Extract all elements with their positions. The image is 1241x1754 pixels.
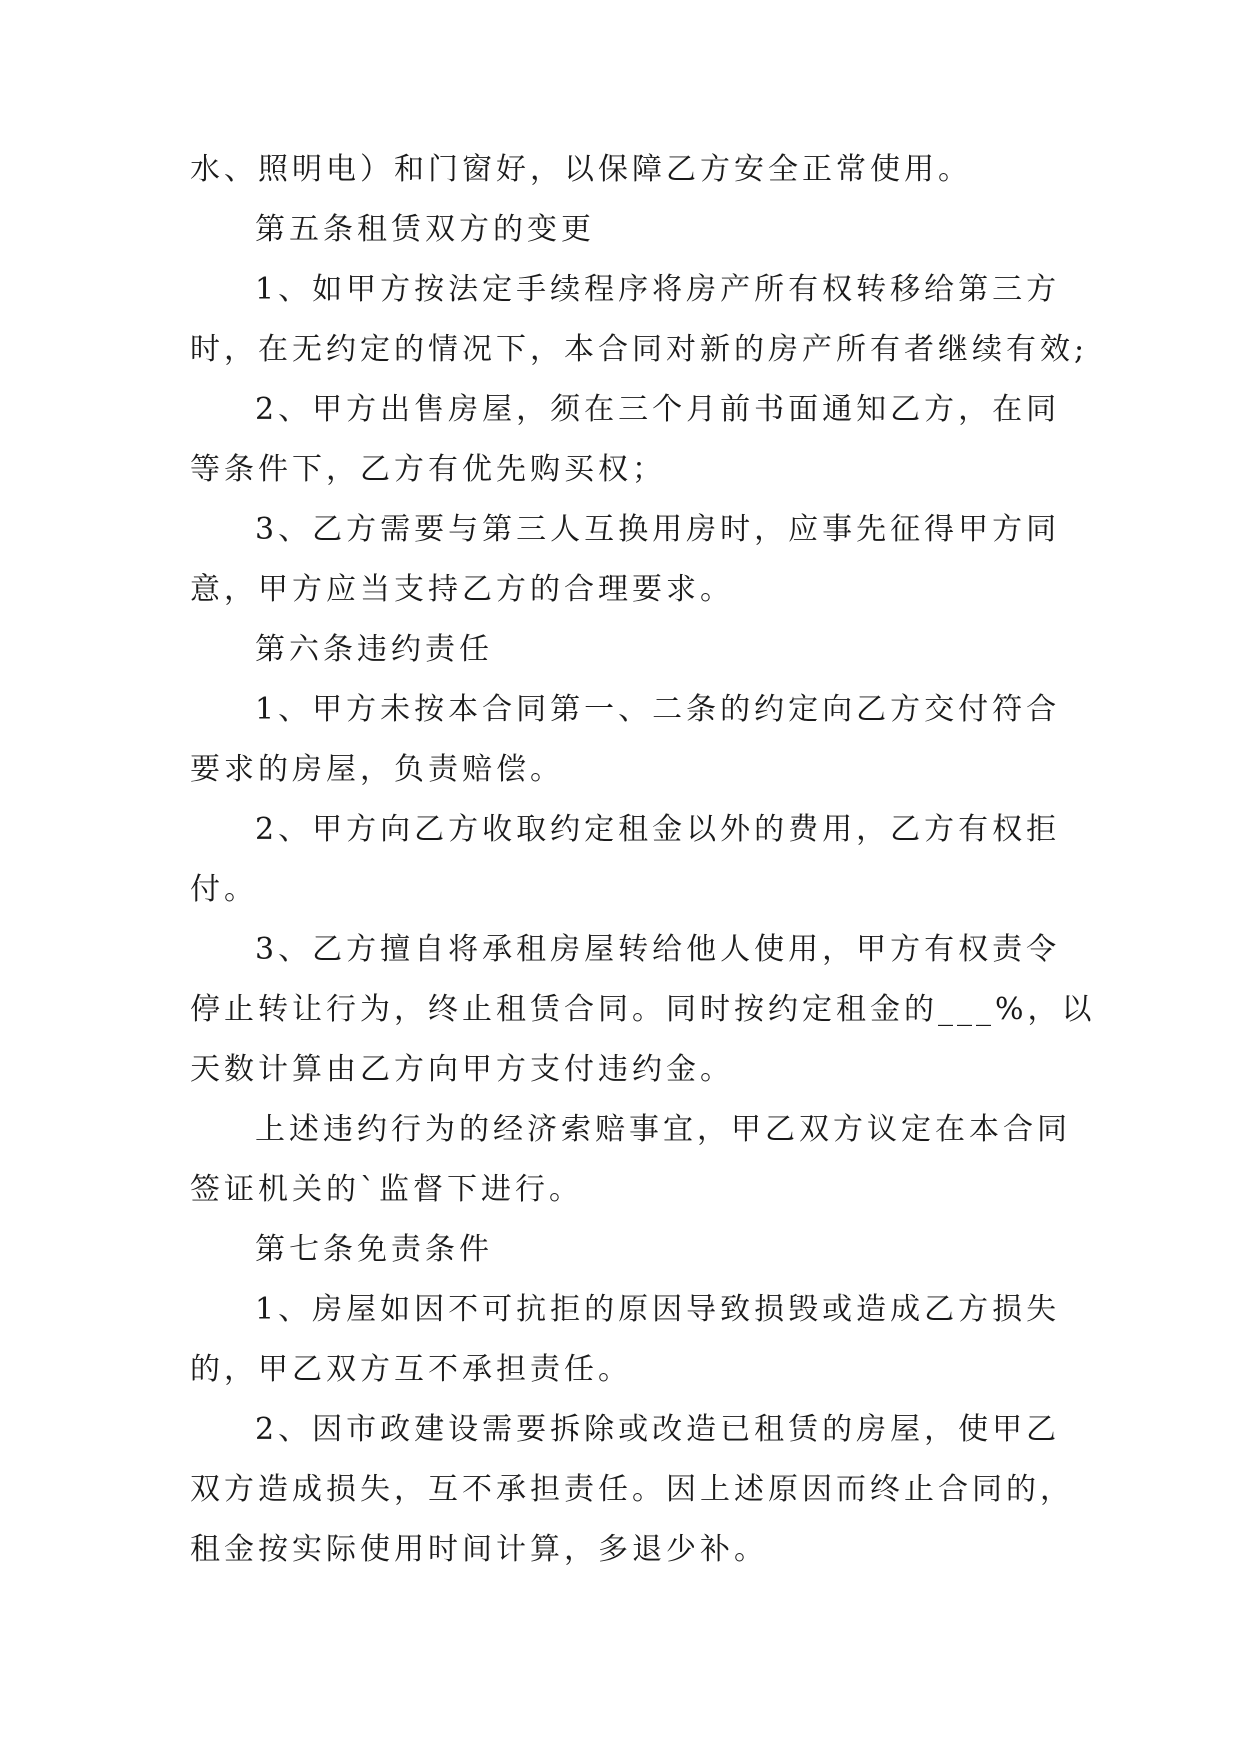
text-line: 的，甲乙双方互不承担责任。 (190, 1352, 632, 1387)
text-line: 意，甲方应当支持乙方的合理要求。 (190, 572, 734, 607)
text-line: 等条件下，乙方有优先购买权； (190, 452, 666, 487)
text-line: 1、如甲方按法定手续程序将房产所有权转移给第三方 (255, 272, 1061, 307)
text-line: 时，在无约定的情况下，本合同对新的房产所有者继续有效; (190, 332, 1089, 367)
text-line: 付。 (190, 872, 258, 907)
text-line: 停止转让行为，终止租赁合同。同时按约定租金的___%，以 (190, 992, 1096, 1027)
text-line: 上述违约行为的经济索赔事宜，甲乙双方议定在本合同 (255, 1112, 1071, 1147)
text-line: 双方造成损失，互不承担责任。因上述原因而终止合同的， (190, 1472, 1074, 1507)
text-line: 水、照明电）和门窗好，以保障乙方安全正常使用。 (190, 152, 972, 187)
text-line: 2、甲方向乙方收取约定租金以外的费用，乙方有权拒 (255, 812, 1061, 847)
text-line: 天数计算由乙方向甲方支付违约金。 (190, 1052, 734, 1087)
text-line: 3、乙方擅自将承租房屋转给他人使用，甲方有权责令 (255, 932, 1061, 967)
text-line: 3、乙方需要与第三人互换用房时，应事先征得甲方同 (255, 512, 1061, 547)
text-line: 要求的房屋，负责赔偿。 (190, 752, 564, 787)
text-line: 1、甲方未按本合同第一、二条的约定向乙方交付符合 (255, 692, 1061, 727)
text-line: 租金按实际使用时间计算，多退少补。 (190, 1532, 768, 1567)
text-line: 签证机关的`监督下进行。 (190, 1172, 583, 1207)
section-heading: 第六条违约责任 (255, 632, 493, 667)
text-line: 2、甲方出售房屋，须在三个月前书面通知乙方，在同 (255, 392, 1061, 427)
text-line: 2、因市政建设需要拆除或改造已租赁的房屋，使甲乙 (255, 1412, 1061, 1447)
section-heading: 第五条租赁双方的变更 (255, 212, 595, 247)
text-line: 1、房屋如因不可抗拒的原因导致损毁或造成乙方损失 (255, 1292, 1061, 1327)
section-heading: 第七条免责条件 (255, 1232, 493, 1267)
